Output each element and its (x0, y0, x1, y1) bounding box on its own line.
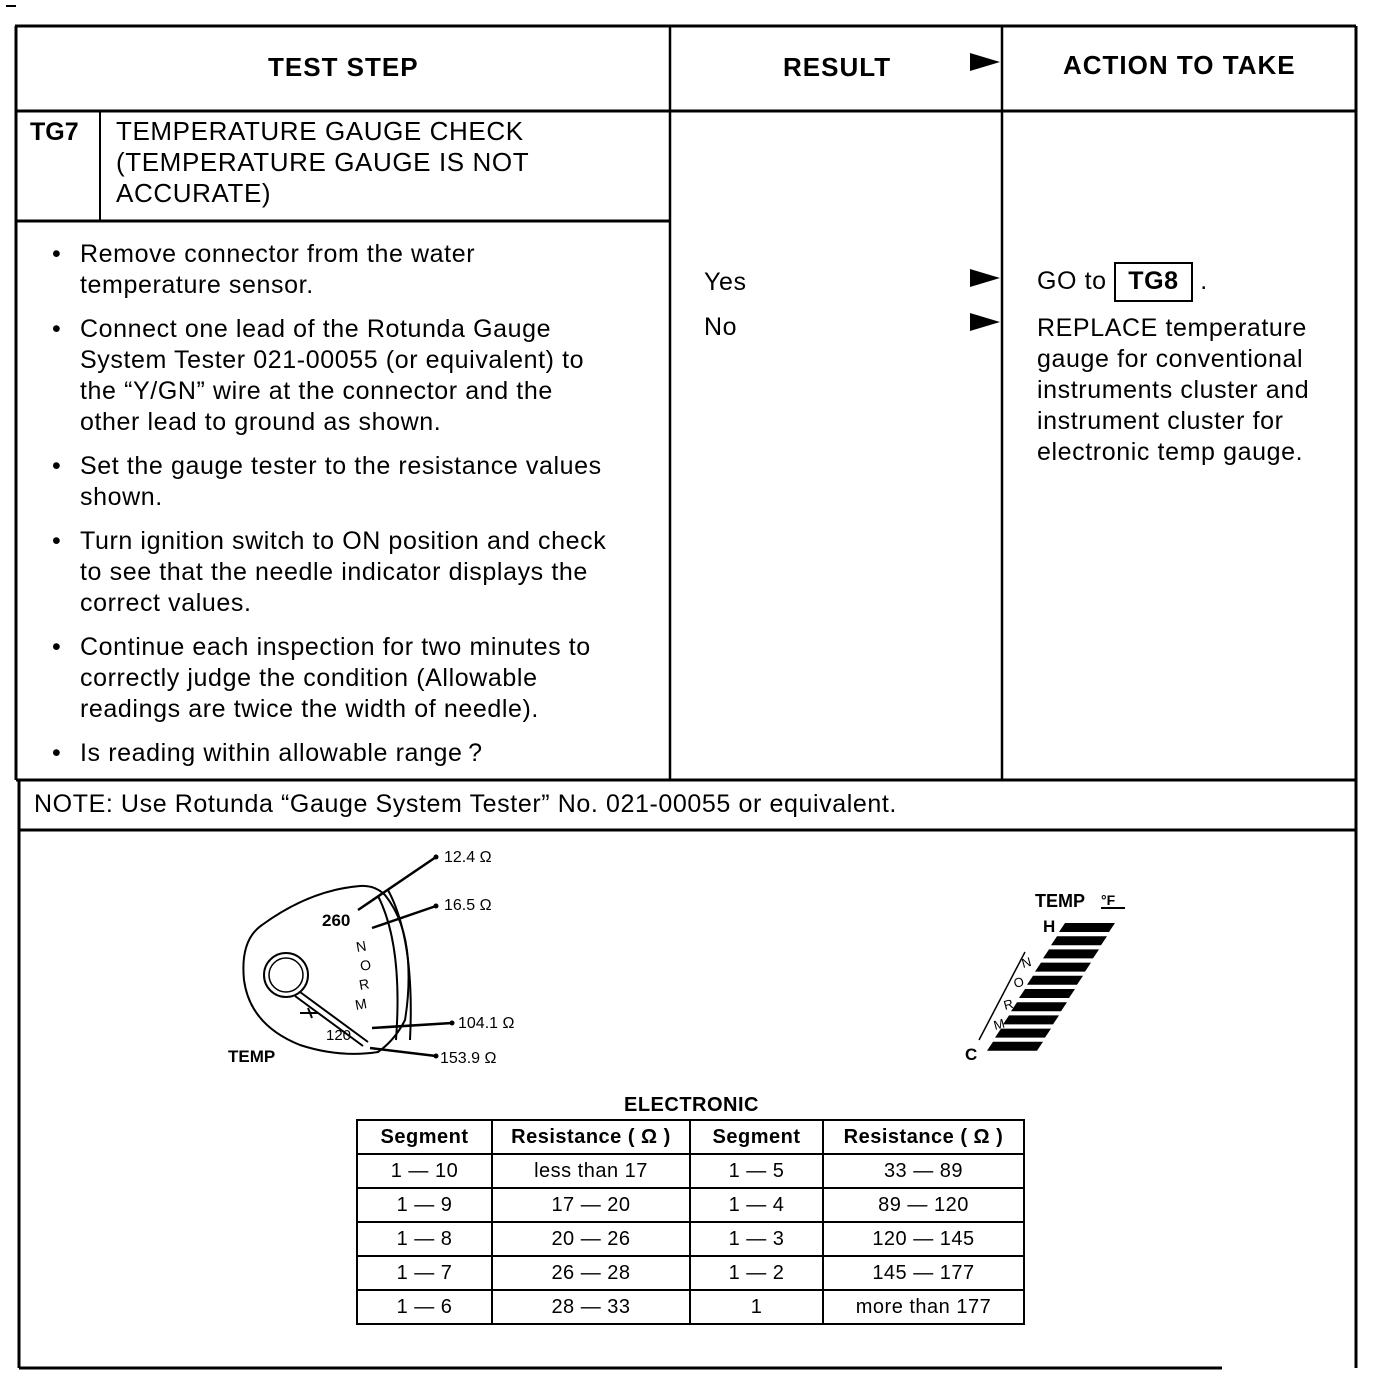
list-item (52, 451, 675, 513)
bullet-line: correctly judge the condition (Allowable (80, 664, 538, 692)
column-header: Segment (357, 1120, 492, 1154)
go-to-label: GO to (1037, 267, 1107, 295)
norm-letter: R (1001, 995, 1015, 1013)
callout-line (358, 857, 436, 910)
table-row (357, 1154, 1024, 1188)
table-cell: 17 — 20 (492, 1188, 690, 1222)
result-yes: Yes (704, 268, 747, 296)
gauge-low-mark: 120 (326, 1027, 352, 1044)
action-yes (1037, 262, 1208, 302)
column-header: Resistance ( Ω ) (492, 1120, 690, 1154)
table-cell: 145 — 177 (823, 1256, 1024, 1290)
step-code: TG7 (30, 118, 79, 146)
instruction-list (52, 239, 675, 782)
table-cell: 1 — 6 (357, 1290, 492, 1324)
norm-letter: N (1019, 953, 1033, 971)
segment-bar (1003, 1015, 1059, 1024)
bullet-line: Connect one lead of the Rotunda Gauge (80, 315, 552, 343)
bullet-line: to see that the needle indicator displays the (80, 558, 588, 586)
step-title-line: (TEMPERATURE GAUGE IS NOT (116, 147, 530, 177)
callout-label: 16.5 Ω (444, 897, 492, 914)
norm-letter: R (357, 975, 371, 993)
column-header: Segment (690, 1120, 823, 1154)
result-no: No (704, 313, 738, 341)
table-cell: 28 — 33 (492, 1290, 690, 1324)
analog-gauge-diagram (200, 840, 560, 1080)
step-title-line: TEMPERATURE GAUGE CHECK (116, 116, 524, 146)
action-no (1037, 313, 1309, 468)
segment-bar (1011, 1002, 1067, 1011)
note-text: NOTE: Use Rotunda “Gauge System Tester” No. 021-00055 or equivalent. (34, 790, 897, 818)
bullet-icon: • (52, 739, 62, 767)
bullet-line: Remove connector from the water (80, 240, 476, 268)
electronic-unit-mark: °F (1101, 892, 1116, 908)
action-line: gauge for conventional (1037, 345, 1304, 373)
gauge-label: TEMP (228, 1047, 276, 1066)
header-test-step: TEST STEP (268, 52, 419, 82)
callout-line (372, 906, 436, 928)
gauge-scale-arc-inner (378, 896, 398, 1040)
bullet-line: Is reading within allowable range ? (80, 739, 483, 767)
norm-letter: N (354, 937, 368, 955)
table-cell: 33 — 89 (823, 1154, 1024, 1188)
table-title: ELECTRONIC (624, 1094, 759, 1116)
table-cell: less than 17 (492, 1154, 690, 1188)
electronic-temp-label: TEMP (1035, 891, 1086, 911)
list-item (52, 526, 675, 619)
action-line: REPLACE temperature (1037, 314, 1307, 342)
action-line: electronic temp gauge. (1037, 438, 1304, 466)
bullet-line: temperature sensor. (80, 271, 314, 299)
electronic-gauge-diagram (955, 880, 1155, 1070)
bullet-line: Continue each inspection for two minutes to (80, 633, 591, 661)
callout-line (372, 1023, 452, 1028)
table-cell: more than 177 (823, 1290, 1024, 1324)
callout-line (370, 1048, 436, 1056)
bullet-line: readings are twice the width of needle). (80, 695, 539, 723)
list-item (52, 314, 675, 438)
list-item (52, 239, 675, 301)
step-title (116, 116, 529, 209)
norm-letter: O (1011, 973, 1026, 991)
table-cell: 1 (690, 1290, 823, 1324)
table-header-row (357, 1120, 1024, 1154)
table-cell: 1 — 9 (357, 1188, 492, 1222)
segment-bar (1059, 923, 1115, 932)
column-header: Resistance ( Ω ) (823, 1120, 1024, 1154)
table-cell: 1 — 2 (690, 1256, 823, 1290)
electronic-low-label: C (965, 1045, 978, 1064)
bullet-line: the “Y/GN” wire at the connector and the (80, 377, 553, 405)
table-cell: 26 — 28 (492, 1256, 690, 1290)
resistance-table (356, 1119, 1025, 1325)
bullet-icon: • (52, 527, 62, 555)
segment-bar (1019, 989, 1075, 998)
segment-bar (987, 1042, 1043, 1051)
table-row (357, 1256, 1024, 1290)
action-line: instrument cluster for (1037, 407, 1284, 435)
segment-bar (1051, 936, 1107, 945)
segment-bar (1035, 963, 1091, 972)
gauge-pivot-icon (264, 953, 308, 997)
step-title-line: ACCURATE) (116, 178, 272, 208)
norm-letter: M (991, 1015, 1007, 1033)
gauge-high-mark: 260 (322, 911, 351, 930)
norm-letter: O (358, 956, 373, 974)
action-line: instruments cluster and (1037, 376, 1310, 404)
list-item (52, 632, 675, 725)
table-cell: 1 — 5 (690, 1154, 823, 1188)
bullet-icon: • (52, 315, 62, 343)
callout-label: 12.4 Ω (444, 849, 492, 866)
table-cell: 20 — 26 (492, 1222, 690, 1256)
bullet-line: other lead to ground as shown. (80, 408, 442, 436)
thermometer-icon (300, 1008, 318, 1018)
table-cell: 1 — 4 (690, 1188, 823, 1222)
table-cell: 120 — 145 (823, 1222, 1024, 1256)
table-row (357, 1222, 1024, 1256)
list-item (52, 738, 675, 769)
bullet-line: System Tester 021-00055 (or equivalent) to (80, 346, 585, 374)
header-action: ACTION TO TAKE (1063, 50, 1296, 80)
bullet-icon: • (52, 240, 62, 268)
bullet-line: shown. (80, 483, 163, 511)
go-to-period: . (1200, 267, 1208, 295)
bullet-icon: • (52, 452, 62, 480)
table-cell: 1 — 8 (357, 1222, 492, 1256)
callout-label: 153.9 Ω (440, 1050, 497, 1067)
table-row (357, 1290, 1024, 1324)
bullet-line: Set the gauge tester to the resistance values (80, 452, 602, 480)
goto-tg8-link[interactable]: TG8 (1114, 262, 1192, 302)
bullet-line: correct values. (80, 589, 252, 617)
bullet-icon: • (52, 633, 62, 661)
table-cell: 1 — 7 (357, 1256, 492, 1290)
table-row (357, 1188, 1024, 1222)
bullet-line: Turn ignition switch to ON position and check (80, 527, 607, 555)
electronic-high-label: H (1043, 917, 1056, 936)
table-cell: 1 — 10 (357, 1154, 492, 1188)
segment-bar (1027, 976, 1083, 985)
header-result: RESULT (783, 52, 892, 82)
segment-bar (1043, 949, 1099, 958)
table-cell: 1 — 3 (690, 1222, 823, 1256)
norm-letter: M (353, 995, 369, 1013)
callout-label: 104.1 Ω (458, 1015, 515, 1032)
table-cell: 89 — 120 (823, 1188, 1024, 1222)
